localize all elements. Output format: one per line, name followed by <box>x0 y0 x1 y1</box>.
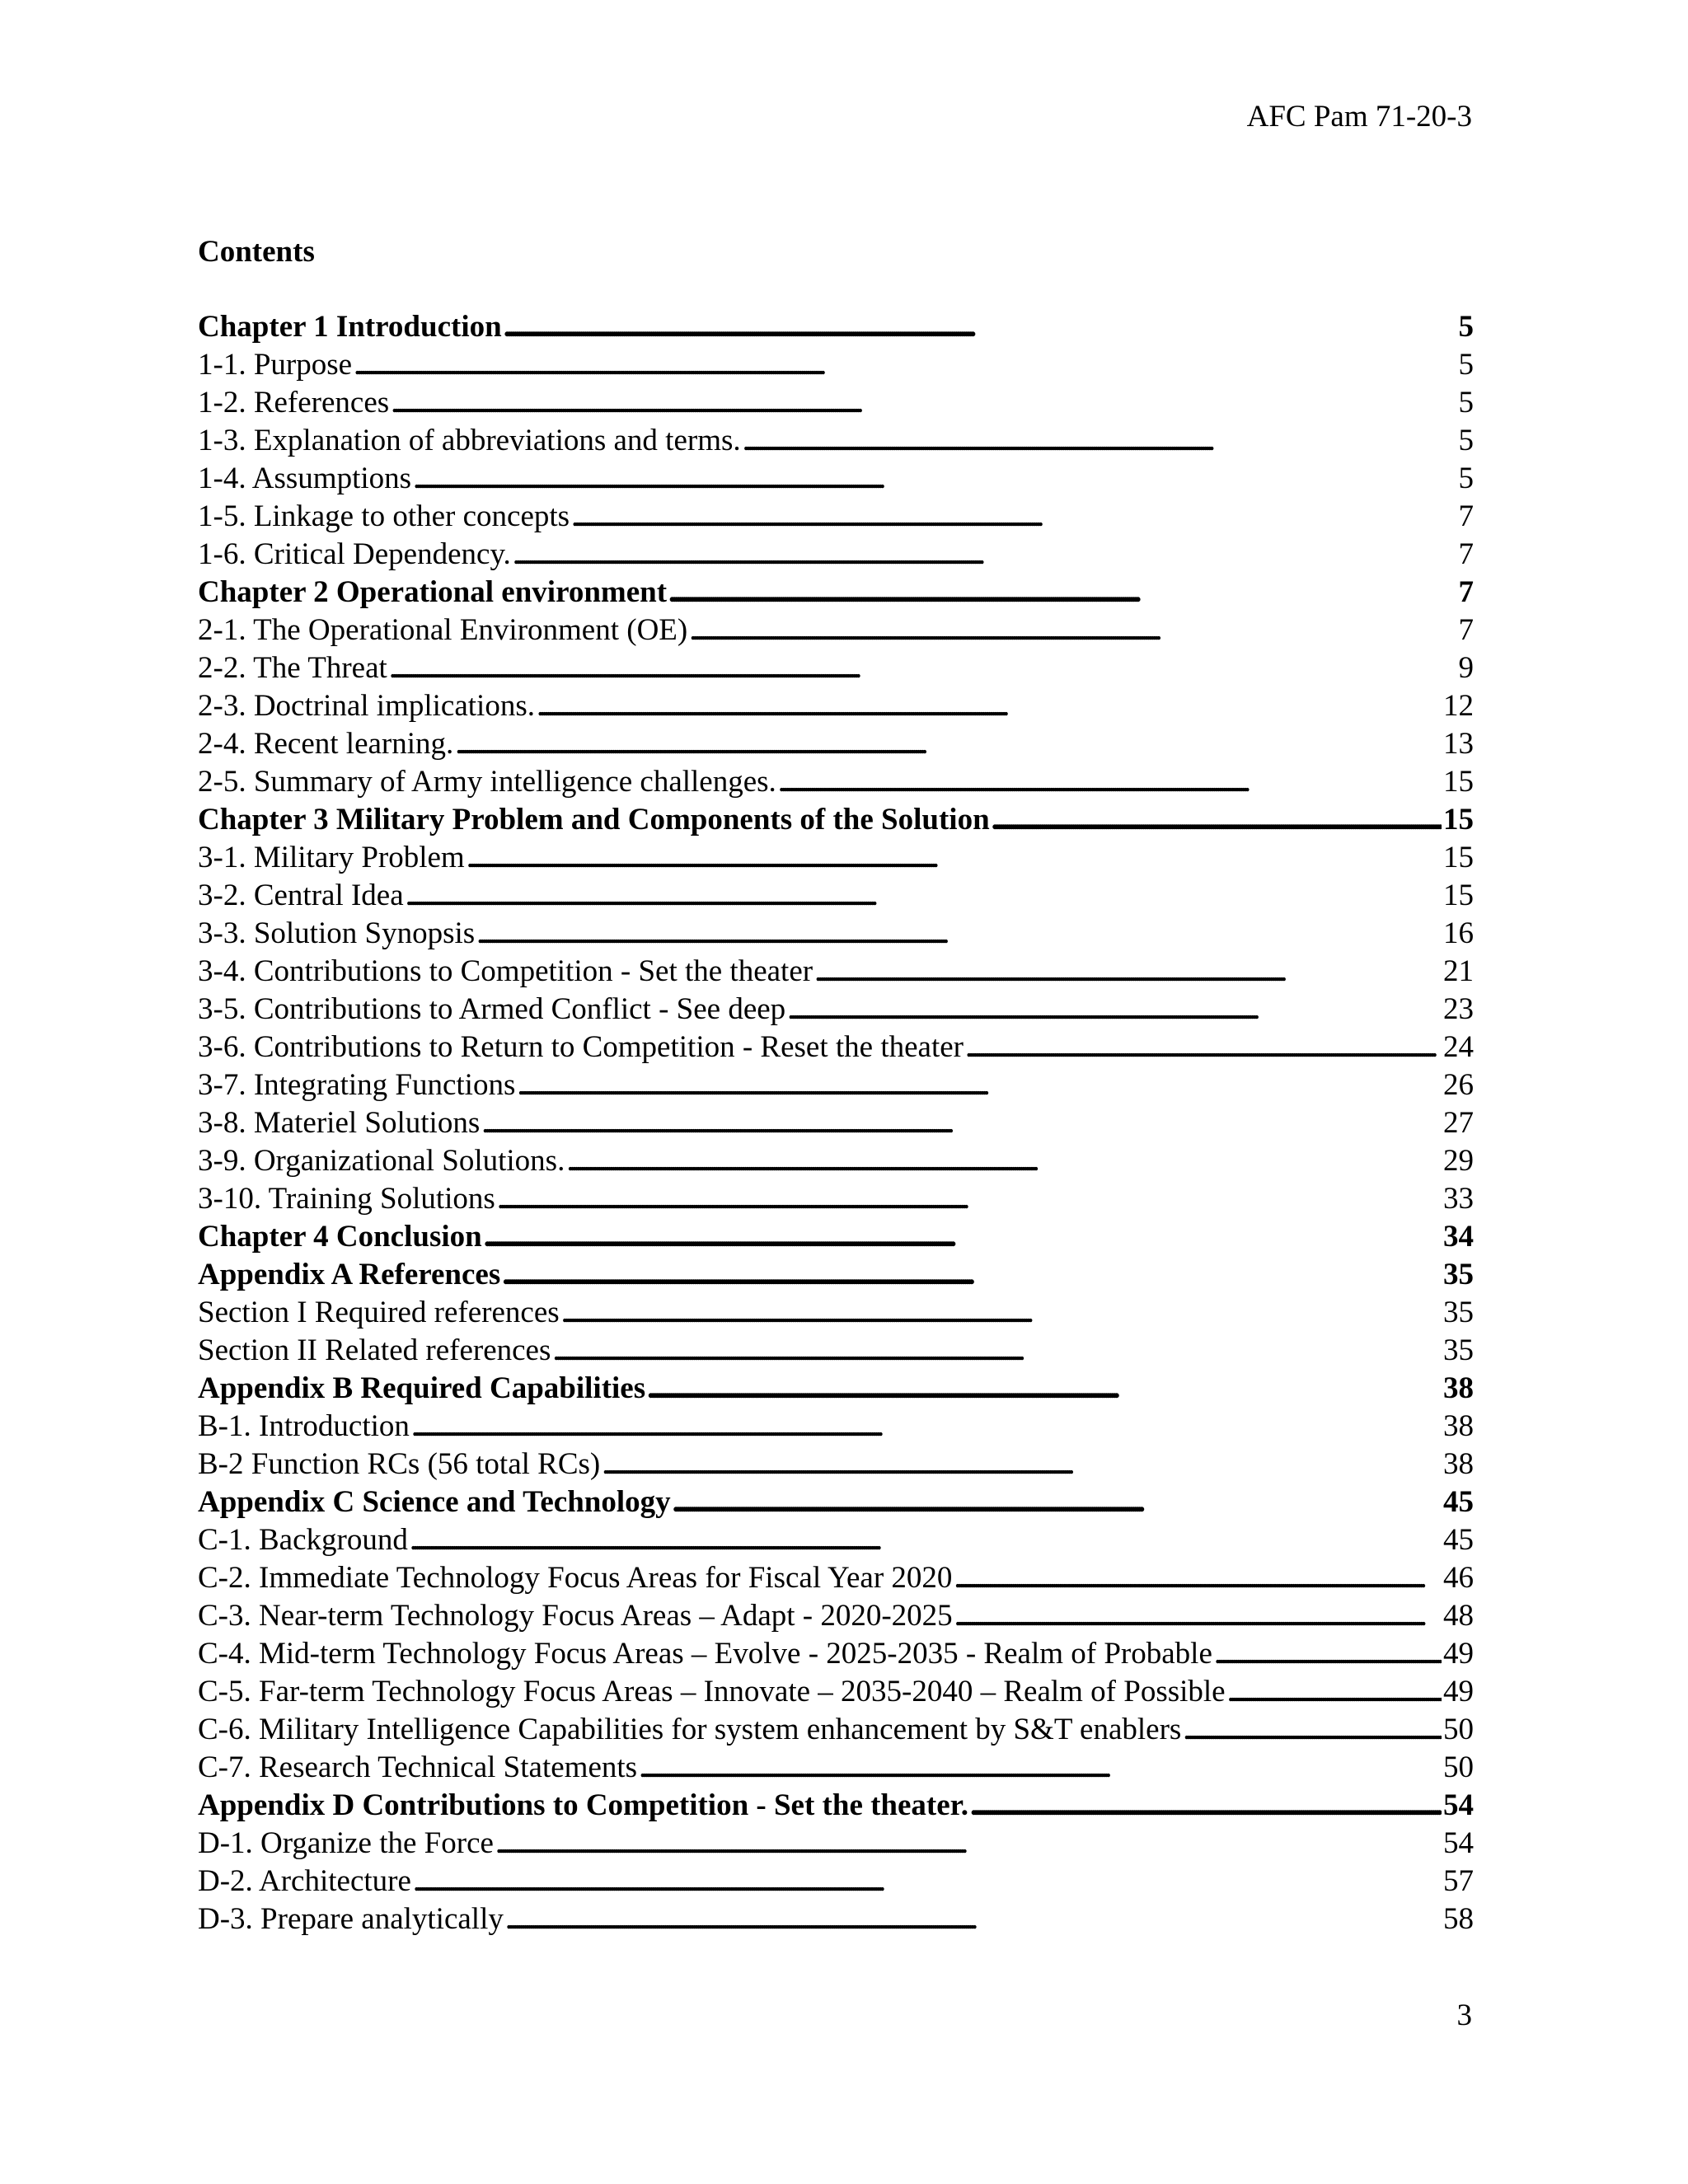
toc-dot-leader <box>566 1142 1442 1180</box>
toc-entry[interactable] <box>198 1749 1474 1787</box>
toc-dot-leader <box>537 687 1442 725</box>
toc-dot-leader <box>668 574 1456 612</box>
toc-dot-leader <box>743 422 1457 460</box>
toc-entry-page: 27 <box>1443 1106 1474 1140</box>
toc-entry[interactable] <box>198 1597 1474 1635</box>
toc-entry-title: Appendix B Required Capabilities <box>198 1371 646 1405</box>
toc-dot-leader <box>476 915 1442 953</box>
toc-entry-title: 1-1. Purpose <box>198 348 353 382</box>
toc-entry-page: 15 <box>1443 841 1474 874</box>
toc-dot-leader <box>467 839 1442 877</box>
toc-entry[interactable] <box>198 1521 1474 1559</box>
toc-entry[interactable] <box>198 1863 1474 1900</box>
toc-entry[interactable] <box>198 687 1474 725</box>
toc-dot-leader <box>413 1863 1442 1900</box>
toc-entry-page: 24 <box>1443 1030 1474 1064</box>
toc-entry-title: Appendix D Contributions to Competition - Set the theater. <box>198 1788 968 1822</box>
toc-entry[interactable] <box>198 915 1474 953</box>
toc-dot-leader <box>992 801 1442 839</box>
toc-entry-page: 5 <box>1458 310 1474 344</box>
toc-dot-leader <box>391 384 1456 422</box>
toc-dot-leader <box>504 308 1457 346</box>
toc-entry-title: 1-4. Assumptions <box>198 462 412 495</box>
toc-entry-title: 2-5. Summary of Army intelligence challenges. <box>198 765 776 799</box>
toc-entry-title: C-5. Far-term Technology Focus Areas – Innovate – 2035-2040 – Realm of Possible <box>198 1675 1226 1708</box>
toc-entry-title: 2-1. The Operational Environment (OE) <box>198 613 688 647</box>
toc-entry-page: 33 <box>1443 1182 1474 1216</box>
toc-entry-title: 3-8. Materiel Solutions <box>198 1106 481 1140</box>
toc-dot-leader <box>689 612 1456 649</box>
toc-dot-leader <box>354 346 1456 384</box>
toc-dot-leader <box>411 1408 1442 1446</box>
toc-dot-leader <box>389 649 1457 687</box>
toc-entry[interactable] <box>198 1635 1474 1673</box>
toc-entry-page: 7 <box>1458 575 1474 609</box>
toc-entry-title: C-1. Background <box>198 1523 408 1557</box>
toc-entry-page: 54 <box>1443 1788 1474 1822</box>
toc-dot-leader <box>513 536 1457 574</box>
toc-dot-leader <box>1227 1673 1442 1711</box>
toc-entry[interactable] <box>198 1332 1474 1370</box>
toc-dot-leader <box>517 1066 1442 1104</box>
toc-entry[interactable] <box>198 763 1474 801</box>
toc-dot-leader <box>495 1825 1442 1863</box>
toc-entry[interactable] <box>198 308 1474 346</box>
document-id-header: AFC Pam 71-20-3 <box>1246 100 1472 134</box>
toc-entry-page: 48 <box>1443 1599 1474 1633</box>
toc-entry-title: Chapter 1 Introduction <box>198 310 502 344</box>
toc-dot-leader <box>484 1218 1442 1256</box>
toc-entry[interactable] <box>198 1104 1474 1142</box>
toc-entry-title: 1-3. Explanation of abbreviations and terms. <box>198 424 741 457</box>
toc-entry-title: 3-4. Contributions to Competition - Set the theater <box>198 954 814 988</box>
toc-entry-title: C-6. Military Intelligence Capabilities for system enhancement by S&T enablers <box>198 1713 1182 1746</box>
toc-entry-page: 50 <box>1443 1713 1474 1746</box>
toc-entry-page: 21 <box>1443 954 1474 988</box>
toc-entry[interactable] <box>198 536 1474 574</box>
toc-entry-title: 3-3. Solution Synopsis <box>198 916 476 950</box>
toc-dot-leader <box>787 991 1442 1029</box>
toc-entry-page: 38 <box>1443 1447 1474 1481</box>
toc-entry[interactable] <box>198 1787 1474 1825</box>
toc-dot-leader <box>410 1521 1442 1559</box>
toc-entry-title: D-2. Architecture <box>198 1864 411 1898</box>
toc-entry[interactable] <box>198 1446 1474 1483</box>
toc-entry-page: 7 <box>1458 537 1474 571</box>
toc-entry-page: 45 <box>1443 1523 1474 1557</box>
toc-entry[interactable] <box>198 1218 1474 1256</box>
toc-entry-title: 2-4. Recent learning. <box>198 727 454 761</box>
toc-dot-leader <box>970 1787 1442 1825</box>
toc-entry-title: 3-10. Training Solutions <box>198 1182 495 1216</box>
toc-entry-page: 7 <box>1458 499 1474 533</box>
toc-entry[interactable] <box>198 1711 1474 1749</box>
toc-dot-leader <box>561 1294 1442 1332</box>
toc-entry-title: C-3. Near-term Technology Focus Areas – Adapt - 2020-2025 <box>198 1599 953 1633</box>
toc-dot-leader <box>778 763 1442 801</box>
toc-entry[interactable] <box>198 991 1474 1029</box>
toc-entry-title: B-1. Introduction <box>198 1409 410 1443</box>
toc-entry[interactable] <box>198 346 1474 384</box>
toc-entry-page: 54 <box>1443 1826 1474 1860</box>
toc-entry-page: 16 <box>1443 916 1474 950</box>
toc-entry-page: 49 <box>1443 1637 1474 1671</box>
toc-entry[interactable] <box>198 1256 1474 1294</box>
toc-entry-title: 1-6. Critical Dependency. <box>198 537 511 571</box>
toc-entry[interactable] <box>198 953 1474 991</box>
toc-entry-title: Section I Required references <box>198 1296 560 1329</box>
toc-entry-page: 58 <box>1443 1902 1474 1936</box>
toc-entry[interactable] <box>198 384 1474 422</box>
toc-dot-leader <box>965 1029 1442 1066</box>
toc-entry-title: 2-3. Doctrinal implications. <box>198 689 535 723</box>
toc-entry-page: 49 <box>1443 1675 1474 1708</box>
toc-dot-leader <box>497 1180 1442 1218</box>
toc-entry-page: 9 <box>1458 651 1474 685</box>
toc-entry[interactable] <box>198 1142 1474 1180</box>
toc-entry[interactable] <box>198 422 1474 460</box>
toc-entry-page: 5 <box>1458 348 1474 382</box>
toc-entry[interactable] <box>198 1294 1474 1332</box>
toc-entry-page: 7 <box>1458 613 1474 647</box>
toc-entry[interactable] <box>198 1408 1474 1446</box>
toc-entry[interactable] <box>198 1029 1474 1066</box>
toc-entry[interactable] <box>198 877 1474 915</box>
toc-entry-page: 5 <box>1458 386 1474 419</box>
toc-entry-title: 2-2. The Threat <box>198 651 387 685</box>
toc-dot-leader <box>814 953 1442 991</box>
toc-dot-leader <box>505 1900 1442 1938</box>
toc-entry-title: 1-5. Linkage to other concepts <box>198 499 570 533</box>
toc-entry-page: 46 <box>1443 1561 1474 1595</box>
toc-entry-page: 38 <box>1443 1371 1474 1405</box>
toc-entry-title: 3-9. Organizational Solutions. <box>198 1144 565 1178</box>
page-number: 3 <box>1456 1999 1472 2032</box>
toc-dot-leader <box>647 1370 1442 1408</box>
toc-dot-leader <box>954 1597 1442 1635</box>
toc-entry-page: 15 <box>1443 879 1474 912</box>
toc-entry-title: 3-1. Military Problem <box>198 841 465 874</box>
toc-entry-title: C-4. Mid-term Technology Focus Areas – Evolve - 2025-2035 - Realm of Probable <box>198 1637 1212 1671</box>
toc-entry-title: Chapter 2 Operational environment <box>198 575 668 609</box>
contents-heading: Contents <box>198 235 315 269</box>
toc-dot-leader <box>406 877 1442 915</box>
toc-entry-page: 34 <box>1443 1220 1474 1254</box>
toc-entry-page: 45 <box>1443 1485 1474 1519</box>
toc-entry-title: 1-2. References <box>198 386 390 419</box>
toc-entry-page: 23 <box>1443 992 1474 1026</box>
toc-entry[interactable] <box>198 1483 1474 1521</box>
toc-entry-title: Section II Related references <box>198 1333 551 1367</box>
toc-entry[interactable] <box>198 498 1474 536</box>
toc-entry-page: 29 <box>1443 1144 1474 1178</box>
toc-entry-page: 26 <box>1443 1068 1474 1102</box>
toc-entry[interactable] <box>198 574 1474 612</box>
toc-entry[interactable] <box>198 725 1474 763</box>
toc-dot-leader <box>954 1559 1442 1597</box>
toc-entry-title: B-2 Function RCs (56 total RCs) <box>198 1447 601 1481</box>
toc-dot-leader <box>1214 1635 1442 1673</box>
toc-entry[interactable] <box>198 1370 1474 1408</box>
toc-entry-page: 35 <box>1443 1258 1474 1291</box>
toc-entry-title: 3-5. Contributions to Armed Conflict - See deep <box>198 992 786 1026</box>
toc-dot-leader <box>1183 1711 1442 1749</box>
toc-entry-title: Chapter 4 Conclusion <box>198 1220 482 1254</box>
toc-entry-title: Appendix C Science and Technology <box>198 1485 671 1519</box>
toc-entry-page: 13 <box>1443 727 1474 761</box>
toc-entry-title: Chapter 3 Military Problem and Components of the Solution <box>198 803 990 837</box>
toc-entry[interactable] <box>198 1825 1474 1863</box>
toc-entry[interactable] <box>198 460 1474 498</box>
toc-entry[interactable] <box>198 649 1474 687</box>
toc-dot-leader <box>602 1446 1442 1483</box>
toc-entry-page: 12 <box>1443 689 1474 723</box>
toc-entry-title: C-2. Immediate Technology Focus Areas for Fiscal Year 2020 <box>198 1561 953 1595</box>
toc-entry[interactable] <box>198 1180 1474 1218</box>
toc-entry-title: 3-6. Contributions to Return to Competition - Reset the theater <box>198 1030 964 1064</box>
toc-dot-leader <box>571 498 1456 536</box>
toc-entry-page: 35 <box>1443 1296 1474 1329</box>
toc-dot-leader <box>481 1104 1442 1142</box>
toc-dot-leader <box>413 460 1456 498</box>
toc-entry-title: D-3. Prepare analytically <box>198 1902 504 1936</box>
toc-dot-leader <box>673 1483 1442 1521</box>
toc-entry[interactable] <box>198 839 1474 877</box>
toc-entry-page: 5 <box>1458 424 1474 457</box>
toc-entry[interactable] <box>198 1066 1474 1104</box>
toc-dot-leader <box>552 1332 1442 1370</box>
toc-entry-page: 15 <box>1443 765 1474 799</box>
toc-entry-title: 3-7. Integrating Functions <box>198 1068 516 1102</box>
toc-entry[interactable] <box>198 1900 1474 1938</box>
toc-dot-leader <box>639 1749 1442 1787</box>
toc-entry-title: C-7. Research Technical Statements <box>198 1750 638 1784</box>
toc-entry[interactable] <box>198 1559 1474 1597</box>
toc-entry-title: D-1. Organize the Force <box>198 1826 494 1860</box>
toc-entry-page: 15 <box>1443 803 1474 837</box>
toc-entry[interactable] <box>198 801 1474 839</box>
toc-entry-page: 38 <box>1443 1409 1474 1443</box>
toc-entry-title: Appendix A References <box>198 1258 501 1291</box>
toc-dot-leader <box>455 725 1442 763</box>
toc-entry-title: 3-2. Central Idea <box>198 879 404 912</box>
toc-entry-page: 57 <box>1443 1864 1474 1898</box>
toc-entry-page: 35 <box>1443 1333 1474 1367</box>
toc-dot-leader <box>502 1256 1442 1294</box>
toc-entry-page: 5 <box>1458 462 1474 495</box>
toc-entry[interactable] <box>198 1673 1474 1711</box>
table-of-contents <box>198 308 1474 1938</box>
toc-entry-page: 50 <box>1443 1750 1474 1784</box>
toc-entry[interactable] <box>198 612 1474 649</box>
